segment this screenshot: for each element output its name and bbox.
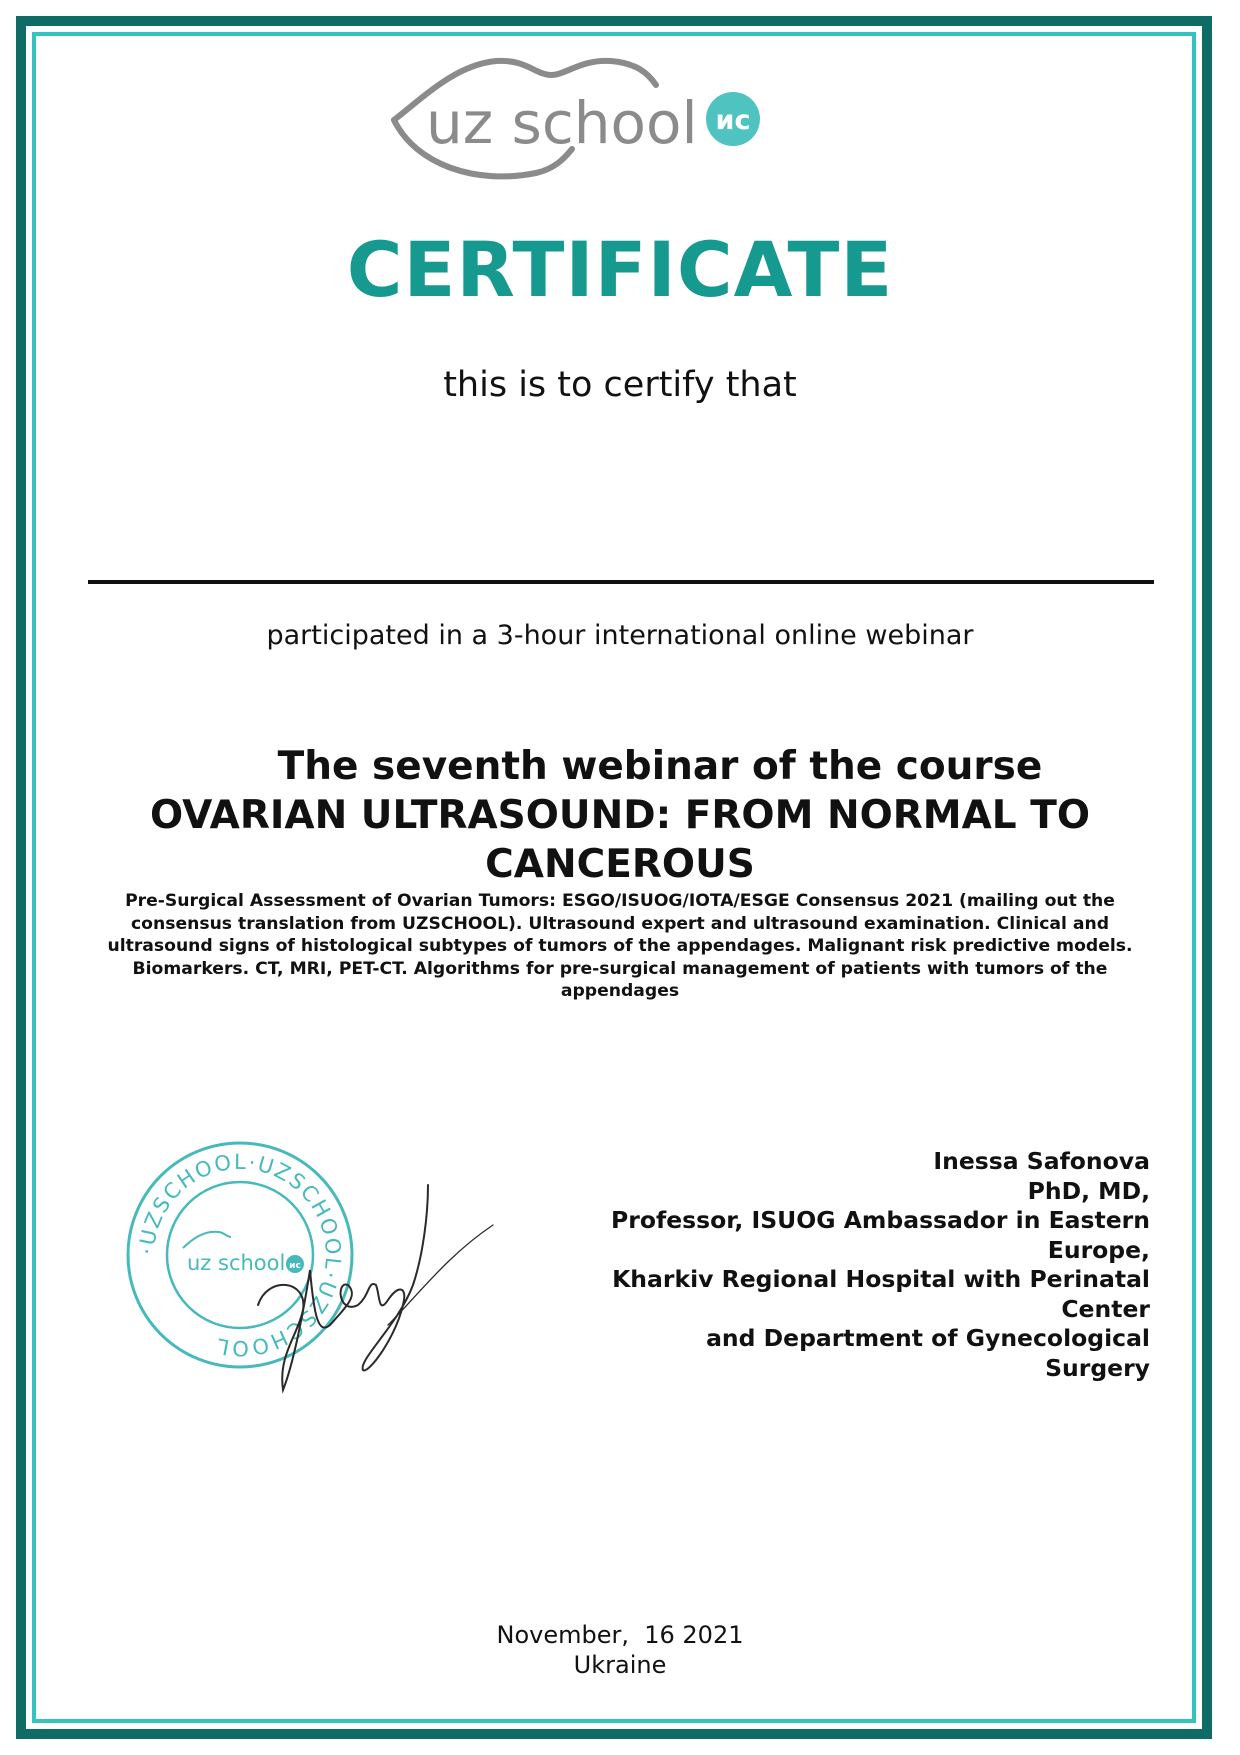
signer-hospital-b: Center: [1061, 1294, 1150, 1323]
logo-badge-text: ис: [715, 105, 751, 136]
participated-text: participated in a 3-hour international online webinar: [266, 620, 974, 651]
course-title: [110, 742, 1130, 889]
seal-wordmark: uz school: [187, 1251, 286, 1275]
signer-position-b: Europe,: [1047, 1235, 1150, 1264]
signer-hospital-a: Kharkiv Regional Hospital with Perinatal: [612, 1265, 1150, 1293]
uzschool-logo: [386, 55, 856, 195]
course-title-line1: The seventh webinar of the course: [277, 744, 1043, 789]
signer-block: [600, 1147, 1150, 1383]
date-place: [0, 1620, 1240, 1680]
certificate-title: CERTIFICATE: [346, 225, 894, 314]
signer-department: and Department of Gynecological Surgery: [706, 1324, 1150, 1382]
certify-text: this is to certify that: [443, 365, 797, 405]
lips-logo-icon: [386, 55, 856, 195]
course-description: Pre-Surgical Assessment of Ovarian Tumors: ESGO/ISUOG/IOTA/ESGE Consensus 2021 (mailing out the consensus translation from UZSCHOOL). Ultrasound expert and ultrasound examination. Clinical and ultrasound signs of histological subtypes of tumors of the appendages. Malignant risk predictive models. Biomarkers. CT, MRI, PET-CT. Algorithms for pre-surgical management of patients with tumors of the appendages: [107, 891, 1133, 1001]
signer-degree: PhD, MD,: [1027, 1176, 1150, 1205]
certificate-place: Ukraine: [573, 1651, 667, 1679]
logo-wordmark: uz school: [426, 89, 698, 157]
seal-ring-text: ·UZSCHOOL·UZSCHOOL·UZSCHOOL: [134, 1149, 346, 1361]
seal-badge-text: ис: [289, 1261, 301, 1271]
recipient-name-line: [88, 580, 1154, 584]
handwritten-signature: [248, 1175, 498, 1405]
signer-position-a: Professor, ISUOG Ambassador in Eastern: [611, 1206, 1150, 1234]
course-title-line2: OVARIAN ULTRASOUND: FROM NORMAL TO CANCEROUS: [150, 793, 1090, 887]
signer-name: Inessa Safonova: [933, 1147, 1150, 1175]
seal-lips-icon: [183, 1232, 231, 1248]
certificate-date: November, 16 2021: [496, 1621, 744, 1649]
